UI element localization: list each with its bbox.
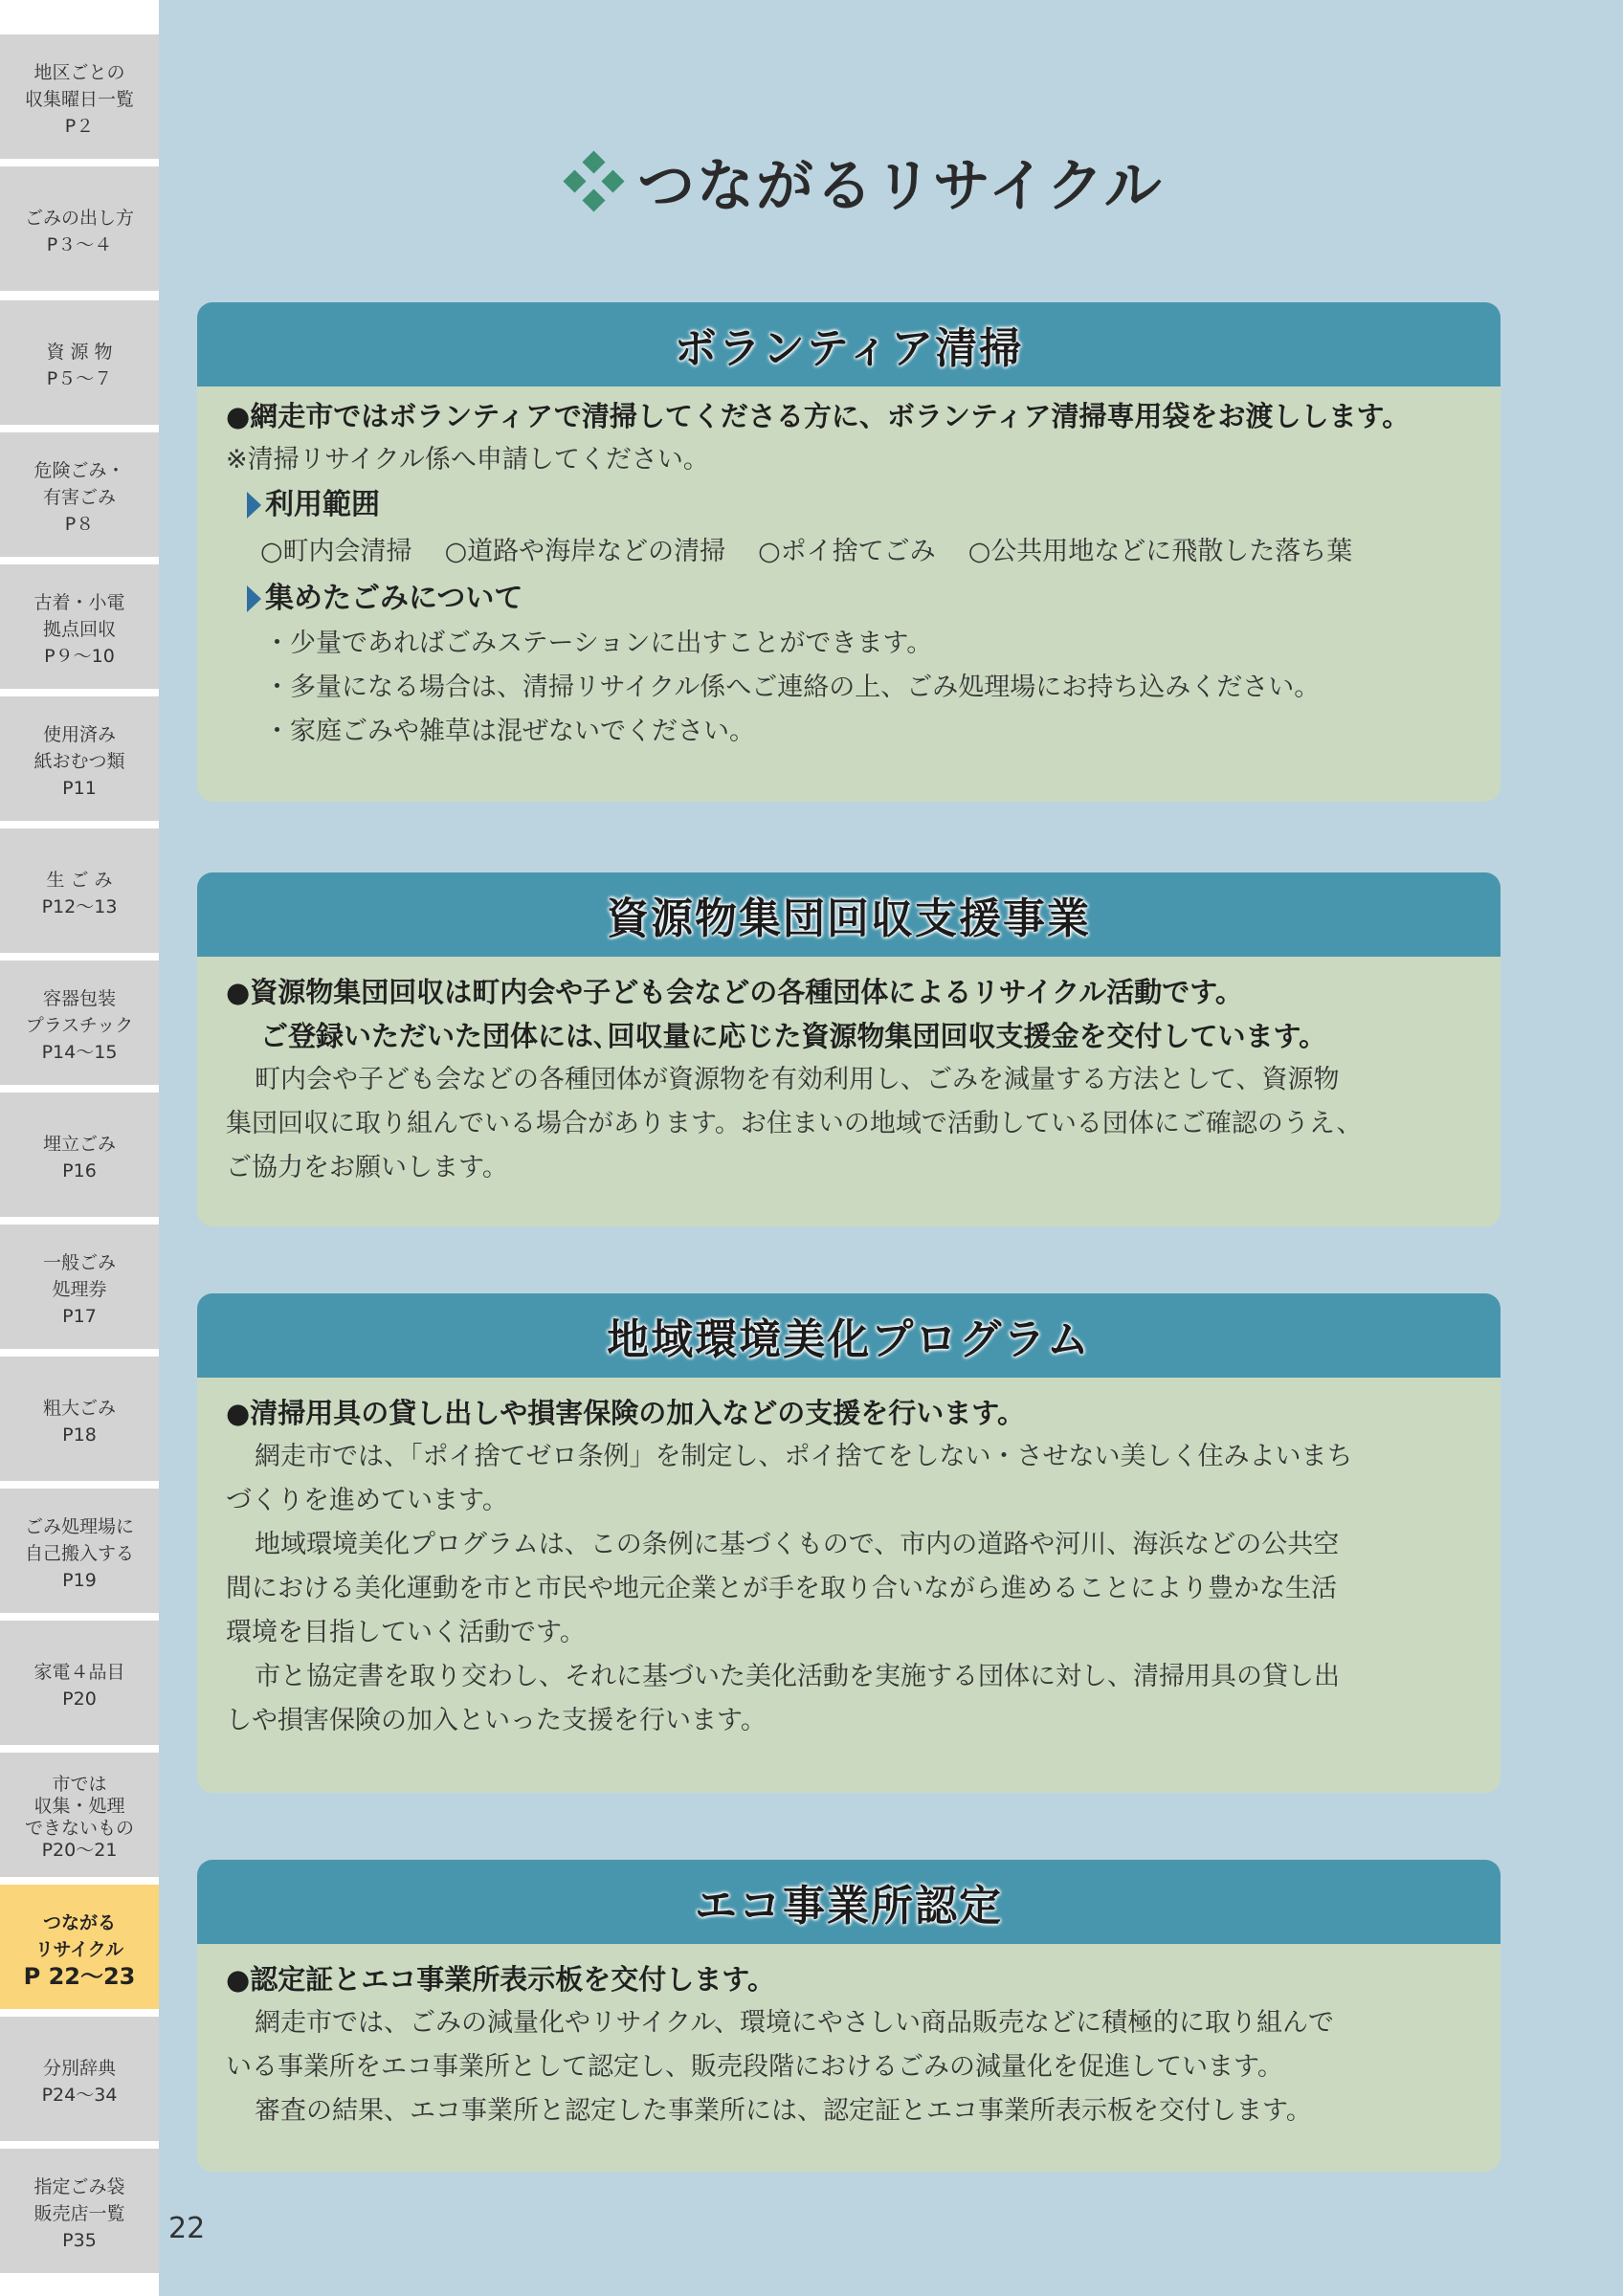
section-header: [197, 1293, 1501, 1378]
tab-label: 市では: [52, 1774, 107, 1795]
chapter-tab-sidebar: [0, 0, 159, 2296]
tab-how-to-dispose[interactable]: [0, 166, 159, 291]
tab-page: P11: [62, 778, 97, 799]
paragraph-line: 環境を目指していく活動です。: [226, 1618, 586, 1647]
tab-page: P16: [62, 1160, 97, 1181]
section-header: [197, 302, 1501, 386]
section-heading: 地域環境美化プログラム: [607, 1315, 1091, 1364]
tab-label: 一般ごみ: [42, 1252, 116, 1273]
tab-page: P３～４: [46, 234, 113, 255]
tab-page: P35: [62, 2230, 97, 2251]
tab-label: 処理券: [52, 1279, 107, 1300]
tab-page: P８: [64, 514, 95, 535]
tab-plastic-packaging[interactable]: [0, 960, 159, 1085]
tab-collection-days[interactable]: [0, 34, 159, 159]
paragraph-line: 町内会や子ども会などの各種団体が資源物を有効利用し、ごみを減量する方法として、資源物: [255, 1065, 1340, 1094]
tab-label: 拠点回収: [42, 619, 116, 640]
option-item: ○町内会清掃: [260, 537, 412, 566]
section-lead: ●網走市ではボランティアで清掃してくださる方に、ボランティア清掃専用袋をお渡しします。: [226, 400, 1411, 432]
tab-label: 指定ごみ袋: [33, 2176, 125, 2197]
tab-diapers[interactable]: [0, 696, 159, 821]
tab-label: 埋立ごみ: [42, 1134, 116, 1155]
tab-label: 古着・小電: [33, 592, 125, 613]
tab-page: P18: [62, 1424, 97, 1446]
bullet-item: ・少量であればごみステーションに出すことができます。: [264, 629, 933, 658]
section-lead: ●認定証とエコ事業所表示板を交付します。: [226, 1963, 775, 1996]
paragraph-line: 網走市では、「ポイ捨てゼロ条例」を制定し、ポイ捨てをしない・させない美しく住みよいまち: [255, 1442, 1353, 1471]
tab-label: 容器包装: [42, 988, 116, 1009]
tab-label: 収集・処理: [33, 1796, 125, 1817]
tab-page: P14～15: [41, 1042, 118, 1063]
tab-label: 家電４品目: [33, 1662, 125, 1683]
section-group-collection: [197, 872, 1501, 1226]
bullet-item: ・多量になる場合は、清掃リサイクル係へご連絡の上、ごみ処理場にお持ち込みください。: [264, 673, 1321, 702]
subheading-usage-scope: [247, 482, 1472, 528]
paragraph-line: 間における美化運動を市と市民や地元企業とが手を取り合いながら進めることにより豊かな生活: [226, 1574, 1337, 1603]
tab-self-delivery[interactable]: [0, 1489, 159, 1613]
tab-label: 使用済み: [42, 724, 116, 745]
section-lead: ●清掃用具の貸し出しや損害保険の加入などの支援を行います。: [226, 1397, 1025, 1429]
tab-page: P19: [62, 1570, 97, 1591]
diamond-cluster-icon: [565, 152, 624, 211]
section-lead: ●資源物集団回収は町内会や子ども会などの各種団体によるリサイクル活動です。: [226, 976, 1243, 1008]
tab-landfill-waste[interactable]: [0, 1093, 159, 1217]
tab-page: P９～10: [44, 646, 115, 667]
section-lead-continued: ご登録いただいた団体には､回収量に応じた資源物集団回収支援金を交付しています。: [260, 1020, 1327, 1052]
tab-label: 分別辞典: [42, 2058, 116, 2079]
tab-label: ごみ処理場に: [24, 1516, 134, 1537]
tab-label: 生 ご み: [46, 870, 113, 891]
tab-label: ごみの出し方: [24, 208, 134, 229]
tab-page: P17: [62, 1306, 97, 1327]
subheading-collected-waste: [247, 576, 1472, 622]
section-volunteer-cleaning: [197, 302, 1501, 802]
tab-page: P 22～23: [23, 1963, 136, 1990]
tab-food-waste[interactable]: [0, 828, 159, 953]
tab-page: P５～７: [46, 368, 113, 389]
tab-appliances[interactable]: [0, 1621, 159, 1745]
paragraph-line: 審査の結果、エコ事業所と認定した事業所には、認定証とエコ事業所表示板を交付します。: [255, 2096, 1312, 2126]
tab-not-handled[interactable]: [0, 1753, 159, 1877]
page-title: つながるリサイクル: [637, 153, 1164, 220]
section-beautification-program: [197, 1293, 1501, 1793]
tab-bag-retailers[interactable]: [0, 2149, 159, 2273]
tab-label: 地区ごとの: [33, 62, 125, 83]
tab-waste-tickets[interactable]: [0, 1225, 159, 1349]
section-heading: 資源物集団回収支援事業: [607, 894, 1091, 943]
subheading-label: 利用範囲: [265, 488, 380, 521]
triangle-bullet-icon: [247, 585, 261, 612]
section-heading: エコ事業所認定: [695, 1882, 1003, 1931]
tab-label: 粗大ごみ: [42, 1398, 116, 1419]
paragraph-line: 市と協定書を取り交わし、それに基づいた美化活動を実施する団体に対し、清掃用具の貸し出: [255, 1662, 1340, 1691]
section-heading: ボランティア清掃: [674, 324, 1024, 373]
option-item: ○道路や海岸などの清掃: [444, 537, 726, 566]
tab-clothing-electronics[interactable]: [0, 564, 159, 689]
page-number: 22: [168, 2212, 206, 2245]
tab-label: 収集曜日一覧: [24, 89, 134, 110]
tab-hazardous-waste[interactable]: [0, 432, 159, 557]
option-item: ○ポイ捨てごみ: [758, 537, 936, 566]
paragraph-line: づくりを進めています。: [226, 1486, 508, 1515]
tab-page: P20: [62, 1689, 97, 1710]
triangle-bullet-icon: [247, 492, 261, 519]
tab-label: リサイクル: [34, 1939, 124, 1960]
section-eco-certification: [197, 1860, 1501, 2172]
tab-connected-recycling[interactable]: [0, 1885, 159, 2009]
option-item: ○公共用地などに飛散した落ち葉: [967, 537, 1353, 566]
tab-page: P12～13: [41, 896, 118, 917]
paragraph-line: いる事業所をエコ事業所として認定し、販売段階におけるごみの減量化を促進しています。: [226, 2052, 1283, 2082]
paragraph-line: 網走市では、ごみの減量化やリサイクル、環境にやさしい商品販売などに積極的に取り組んで: [255, 2008, 1335, 2038]
section-header: [197, 1860, 1501, 1944]
tab-label: 販売店一覧: [33, 2203, 125, 2224]
tab-label: 資 源 物: [46, 342, 113, 363]
usage-options: [260, 528, 1472, 576]
paragraph-line: しや損害保険の加入といった支援を行います。: [226, 1706, 767, 1735]
tab-bulky-waste[interactable]: [0, 1357, 159, 1481]
subheading-label: 集めたごみについて: [265, 582, 523, 615]
tab-label: つながる: [42, 1912, 116, 1933]
tab-page: P２: [64, 116, 95, 137]
paragraph-line: ご協力をお願いします。: [226, 1153, 508, 1182]
page-title-block: [565, 144, 1164, 220]
tab-resources[interactable]: [0, 300, 159, 425]
paragraph-line: 集団回収に取り組んでいる場合があります。お住まいの地域で活動している団体にご確認のうえ、: [226, 1109, 1363, 1138]
tab-label: できないもの: [24, 1818, 134, 1839]
tab-label: プラスチック: [25, 1015, 134, 1036]
bullet-item: ・家庭ごみや雑草は混ぜないでください。: [264, 717, 755, 746]
section-header: [197, 872, 1501, 957]
tab-page: P24～34: [41, 2085, 118, 2106]
tab-page: P20～21: [41, 1840, 118, 1861]
tab-sorting-dictionary[interactable]: [0, 2017, 159, 2141]
section-note: ※清掃リサイクル係へ申請してください。: [226, 445, 709, 475]
paragraph-line: 地域環境美化プログラムは、この条例に基づくもので、市内の道路や河川、海浜などの公共空: [255, 1530, 1340, 1559]
tab-label: 紙おむつ類: [33, 751, 125, 772]
tab-label: 危険ごみ・: [33, 460, 125, 481]
tab-label: 有害ごみ: [42, 487, 116, 508]
tab-label: 自己搬入する: [24, 1543, 134, 1564]
